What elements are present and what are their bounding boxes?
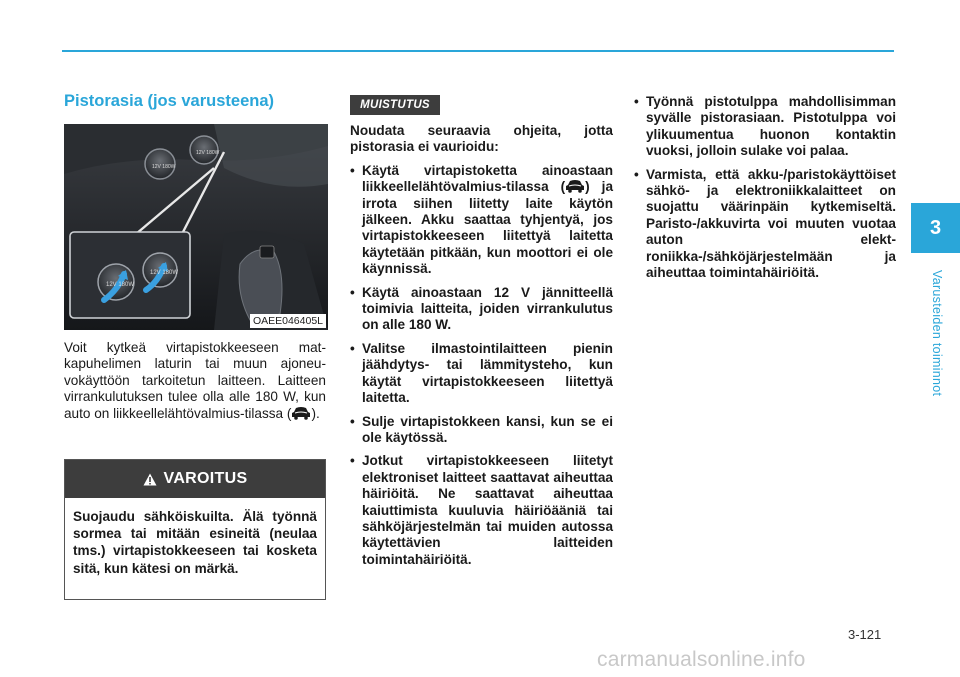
warning-header	[65, 460, 325, 498]
chapter-title: Varusteiden toiminnot	[930, 270, 944, 397]
gear-shifter	[239, 250, 282, 320]
list-item: • Käytä virtapistoketta ainoastaan liikkeellelähtövalmius-tilassa ( ) ja irrota siihen liitetty laite käytön jälkeen. Akku saattaa tyhjentyä, jos virtapistokkeeseen liitettyä laitetta käytetään pitkään, kun moottori ei ole käynnissä.	[350, 163, 613, 278]
note-bullet-list	[350, 163, 613, 568]
list-item: • Käytä ainoastaan 12 V jännitteellä toimivia laitteita, joiden virrankulutus on alle 180 W.	[350, 285, 613, 334]
header-rule	[62, 50, 894, 52]
console-illustration	[64, 124, 328, 330]
image-code: OAEE046405L	[250, 314, 326, 328]
note-bullet-list	[634, 94, 896, 281]
warning-triangle-icon	[143, 473, 157, 486]
list-item: • Työnnä pistotulppa mahdollisimman syvälle pistorasiaan. Pistotulppa voi ylikuumentua huonon kontaktin vuoksi, jolloin sulake voi palaa.	[634, 94, 896, 160]
warning-box	[64, 459, 326, 600]
warning-text: Suojaudu sähköiskuilta. Älä työnnä sormea tai mitään esineitä (neulaa tms.) virtapistokkeeseen tai kosketa sitä, kun kätesi on märkä.	[73, 509, 317, 576]
socket-label: 12V 180W	[196, 150, 220, 156]
chapter-tab: 3	[911, 203, 960, 253]
list-item: • Jotkut virtapistokkeeseen liitetyt elektroniset laitteet saattavat aiheuttaa häiriöitä. Ne saattavat aiheuttaa kaiuttimista kuuluvia häiriöääniä tai sähköjärjestelmän tai muiden autossa käytettävien laitteiden toimintahäiriöitä.	[350, 453, 613, 568]
car-ready-icon	[291, 406, 311, 420]
power-outlet-photo	[64, 124, 328, 330]
list-item: • Sulje virtapistokkeen kansi, kun se ei ole käytössä.	[350, 414, 613, 447]
section-title: Pistorasia (jos varusteena)	[64, 92, 275, 110]
page-number: 3-121	[848, 627, 882, 642]
list-item: • Valitse ilmastointilaitteen pienin jäähdytys- tai lämmitysteho, kun käytät virtapistokkeeseen liitettyä laitetta.	[350, 341, 613, 407]
socket-label: 12V 180W	[106, 282, 135, 288]
warning-title: VAROITUS	[163, 470, 248, 487]
socket-label: 12V 180W	[150, 270, 179, 276]
watermark: carmanualsonline.info	[597, 648, 806, 671]
note-column	[350, 123, 613, 575]
car-ready-icon	[565, 179, 585, 193]
intro-paragraph: Voit kytkeä virtapistokkeeseen matkapuhelimen laturin tai muun ajoneuvokäyttöön tarkoitetun laitteen. Laitteen virrankulutuksen tulee olla alle 180 W, kun auto on liikkeellelähtövalmius-tilassa ( ).	[64, 340, 326, 421]
note-tag: MUISTUTUS	[350, 95, 440, 115]
note-column-continued	[634, 94, 896, 288]
list-item: • Varmista, että akku-/paristokäyttöiset sähkö- ja elektroniikkalaitteet on suojattu väärinpäin kytkemiseltä. Paristo-/akkuvirta voi muuten vuotaa auton elektroniikka-/sähköjärjestelmään ja aiheuttaa toimintahäiriöitä.	[634, 167, 896, 282]
socket-label: 12V 180W	[152, 164, 176, 170]
note-intro: Noudata seuraavia ohjeita, jotta pistorasia ei vaurioidu:	[350, 123, 613, 155]
